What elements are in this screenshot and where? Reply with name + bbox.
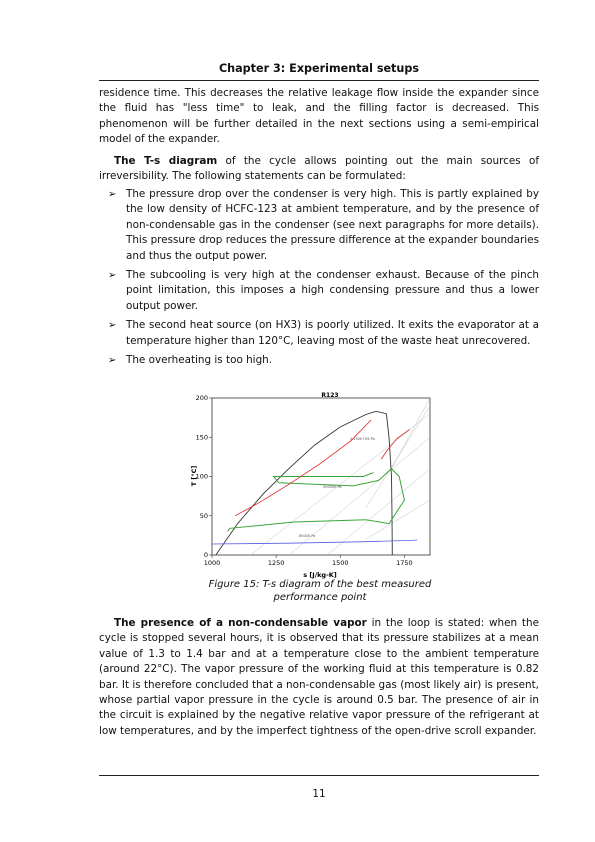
y-tick-label: 0: [203, 551, 208, 560]
statements-list: [108, 187, 539, 372]
statement-item: [108, 353, 539, 368]
paragraph-non-condensable-bold: The presence of a non-condensable vapor: [114, 617, 367, 629]
x-axis-label: s [J/kg-K]: [303, 571, 337, 579]
page-header: Chapter 3: Experimental setups: [218, 62, 420, 75]
statement-item: [108, 187, 539, 264]
x-tick-label: 1500: [331, 559, 349, 567]
y-tick-label: 150: [195, 433, 208, 442]
header-rule: [99, 80, 539, 81]
isobar-label-mid: 500000 Pa: [323, 485, 342, 489]
y-axis-label: T [°C]: [190, 465, 198, 487]
footer-rule: [99, 775, 539, 776]
x-tick-label: 1000: [203, 559, 221, 567]
bullet-arrow-icon: ➢: [108, 320, 117, 332]
chart-title: R123: [321, 392, 339, 399]
figure-caption-line2: performance point: [273, 591, 367, 603]
statement-text: The pressure drop over the condenser is very high. This is partly explained by the low density of HCFC-123 at ambient temperature, and by the presence of non-condensable gas in the condenser (see next paragraphs for more details). This pressure drop reduces the pressure difference at the expander boundaries and thus the output power.: [126, 188, 539, 262]
paragraph-non-condensable: [99, 616, 539, 739]
y-tick-label: 200: [195, 394, 208, 403]
ts-diagram-chart: [190, 388, 445, 580]
paragraph-intro: residence time. This decreases the relative leakage flow inside the expander since the fluid has "less time" to leak, and the filling factor is decreased. This phenomenon will be further detailed in the next sections using a semi-empirical model of the expander.: [99, 87, 539, 146]
ts-diagram-figure: [190, 388, 445, 580]
x-tick-label: 1250: [267, 559, 285, 567]
isobar-label-low: 85000 Pa: [299, 534, 316, 538]
figure-caption-line1: Figure 15: T-s diagram of the best measured: [208, 579, 432, 590]
bullet-arrow-icon: ➢: [108, 189, 117, 200]
statement-text: The subcooling is very high at the condenser exhaust. Because of the pinch point limitation, this imposes a high condensing pressure and thus a lower output power.: [126, 269, 539, 312]
statement-item: [108, 318, 539, 349]
statement-text: The second heat source (on HX3) is poorly utilized. It exits the evaporator at a temperature higher than 120°C, leaving most of the waste heat unrecovered.: [126, 319, 539, 347]
y-tick-label: 50: [199, 511, 208, 520]
paragraph-ts-diagram-text: of the cycle allows pointing out the main sources of irreversibility. The following statements can be formulated:: [99, 155, 539, 183]
figure-caption: [180, 579, 460, 604]
y-tick-label: 100: [195, 472, 208, 481]
bullet-arrow-icon: ➢: [108, 355, 117, 367]
page-number: 11: [312, 788, 326, 800]
paragraph-ts-diagram: [99, 154, 539, 185]
bullet-arrow-icon: ➢: [108, 270, 117, 282]
paragraph-ts-diagram-bold: The T-s diagram: [114, 155, 218, 167]
statement-text: The overheating is too high.: [126, 354, 273, 367]
paragraph-non-condensable-text: in the loop is stated: when the cycle is stopped several hours, it is observed that its pressure stabilizes at a mean value of 1.3 to 1.4 bar and at a temperature close to the ambient temperature (around 22°C). The vapor pressure of the working fluid at this temperature is 0.82 bar. It is therefore concluded that a non-condensable gas (most likely air) is present, whose partial vapor pressure in the cycle is around 0.5 bar. The presence of air in the circuit is explained by the negative relative vapor pressure of the refrigerant at low temperatures, and by the imperfect tightness of the open-drive scroll expander.: [99, 617, 539, 737]
statement-item: [108, 268, 539, 314]
isobar-label-high: 2.100E+06 Pa: [350, 437, 375, 441]
x-tick-label: 1750: [396, 559, 413, 567]
